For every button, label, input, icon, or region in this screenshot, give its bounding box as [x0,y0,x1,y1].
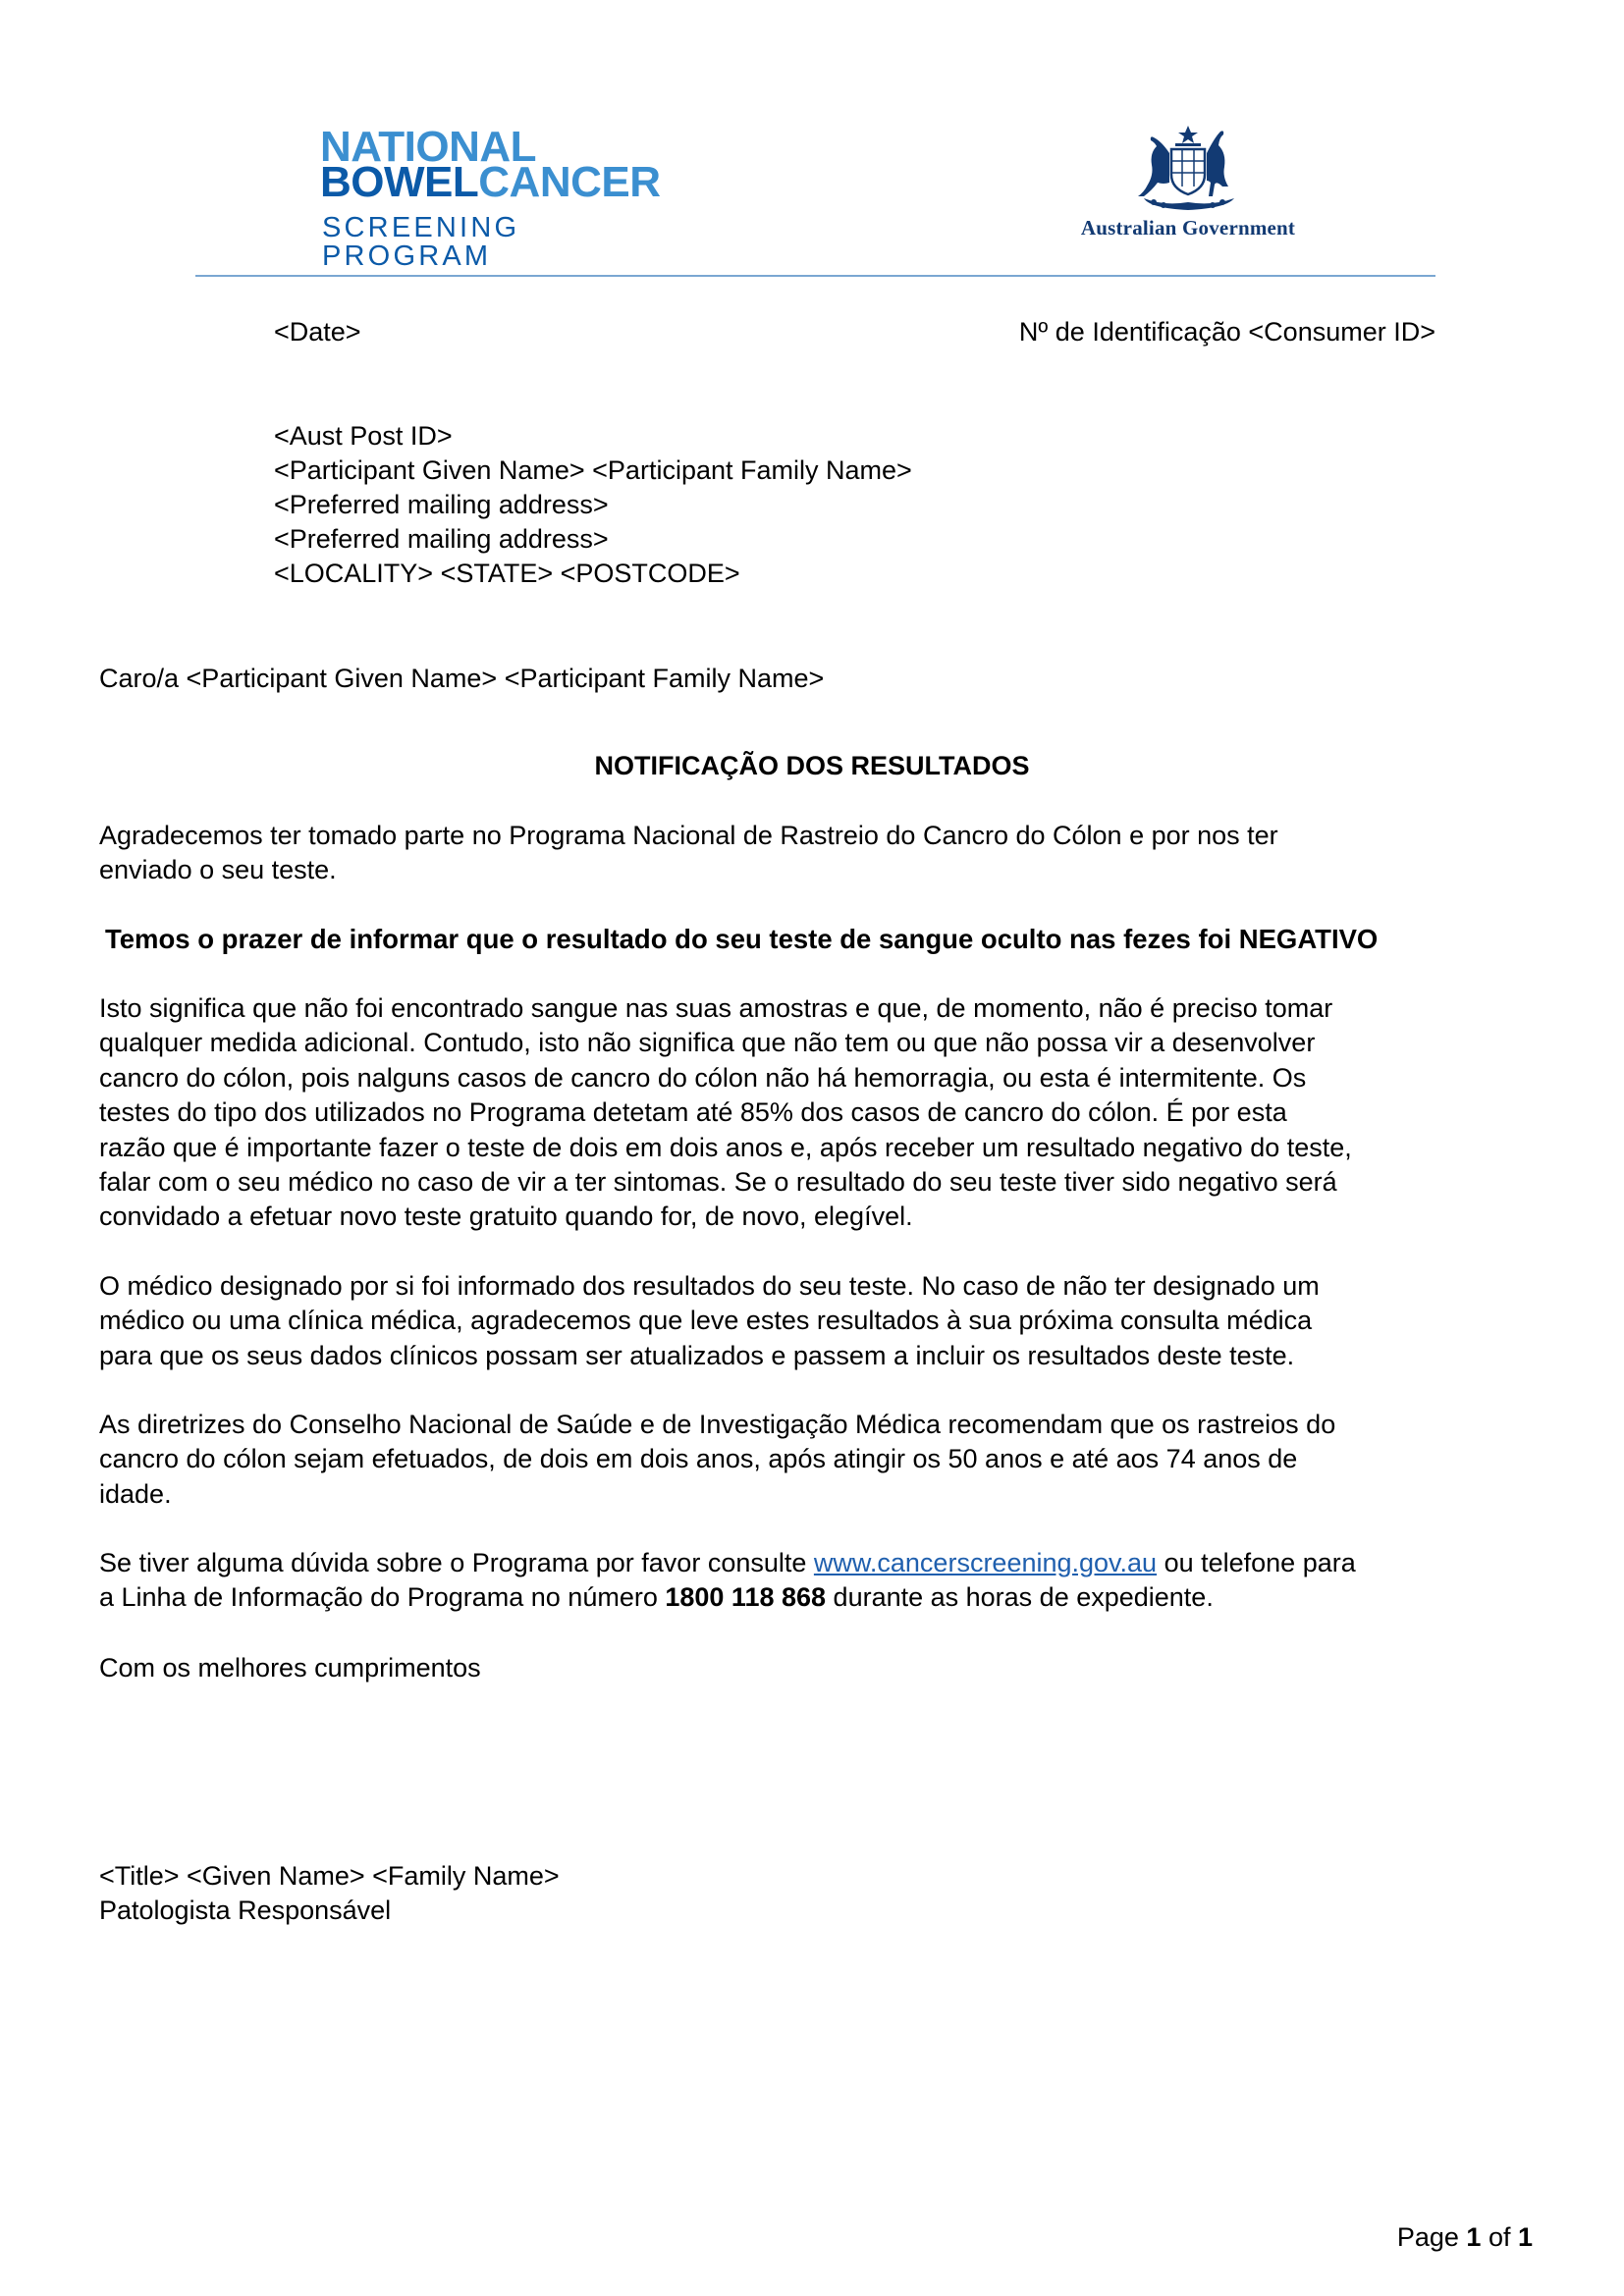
paragraph-line: falar com o seu médico no caso de vir a ter sintomas. Se o resultado do seu teste tiver sido negativo será [99,1167,1337,1198]
closing: Com os melhores cumprimentos [99,1653,481,1682]
address-line: <Preferred mailing address> [274,490,609,519]
page-of: of [1481,2222,1518,2252]
signatory-name: <Title> <Given Name> <Family Name> [99,1861,560,1891]
letter-title: NOTIFICAÇÃO DOS RESULTADOS [594,751,1030,780]
page-current: 1 [1466,2222,1482,2252]
paragraph-line: O médico designado por si foi informado dos resultados do seu teste. No caso de não ter designado um [99,1271,1320,1301]
address-line: <Aust Post ID> [274,421,453,451]
address-line: <Preferred mailing address> [274,524,609,554]
contact-text: ou telefone para [1157,1548,1356,1577]
consumer-id: Nº de Identificação <Consumer ID> [1018,317,1435,347]
national-bowel-cancer-screening-program-logo [320,123,683,272]
contact-text: a Linha de Informação do Programa no número [99,1582,666,1613]
header-divider [195,275,1435,277]
explanation-paragraph [99,991,1543,1235]
contact-text: Se tiver alguma dúvida sobre o Programa por favor consulte [99,1548,814,1577]
salutation: Caro/a <Participant Given Name> <Participant Family Name> [99,664,825,693]
paragraph-line: médico ou uma clínica médica, agradecemos que leve estes resultados à sua próxima consulta médica [99,1306,1313,1336]
paragraph-line: As diretrizes do Conselho Nacional de Saúde e de Investigação Médica recomendam que os rastreios do [99,1410,1336,1439]
result-statement: Temos o prazer de informar que o resultado do seu teste de sangue oculto nas fezes foi NEGATIVO [105,924,1379,954]
address-block [274,419,912,591]
logo-word-cancer: CANCER [478,158,661,206]
paragraph-line: cancro do cólon sejam efetuados, de dois em dois anos, após atingir os 50 anos e até aos 74 anos de [99,1444,1298,1474]
contact-paragraph [99,1546,1543,1616]
paragraph-line: enviado o seu teste. [99,855,337,885]
logo-word-bowel: BOWEL [320,158,479,206]
australian-government-logo [1056,124,1321,249]
page-number [1397,2220,1533,2255]
logo-line-bowel-cancer [320,158,661,206]
address-line: <LOCALITY> <STATE> <POSTCODE> [274,559,740,588]
logo-line-national: NATIONAL [320,123,537,171]
doctor-paragraph [99,1269,1543,1373]
signatory-block [99,1859,560,1928]
paragraph-line: testes do tipo dos utilizados no Programa detetam até 85% dos casos de cancro do cólon. É por esta [99,1097,1287,1128]
paragraph-line: Agradecemos ter tomado parte no Programa Nacional de Rastreio do Cancro do Cólon e por nos ter [99,821,1278,850]
paragraph-line: idade. [99,1478,172,1509]
signatory-role: Patologista Responsável [99,1896,392,1925]
paragraph-line: razão que é importante fazer o teste de dois em dois anos e, após receber um resultado negativo do teste, [99,1132,1352,1162]
page-prefix: Page [1396,2222,1467,2252]
info-line-phone-number: 1800 118 868 [665,1582,827,1613]
address-line: <Participant Given Name> <Participant Family Name> [274,455,912,485]
contact-line-2 [99,1580,1543,1615]
intro-paragraph [99,819,1543,888]
letter-date: <Date> [274,317,361,347]
australian-coat-of-arms-icon [1124,124,1252,214]
paragraph-line: cancro do cólon, pois nalguns casos de cancro do cólon não há hemorragia, ou esta é intermitente. Os [99,1062,1307,1093]
contact-text: durante as horas de expediente. [826,1582,1214,1613]
paragraph-line: para que os seus dados clínicos possam ser atualizados e passem a incluir os resultados deste teste. [99,1340,1295,1370]
cancer-screening-website-link[interactable]: www.cancerscreening.gov.au [813,1548,1158,1577]
paragraph-line: convidado a efetuar novo teste gratuito quando for, de novo, elegível. [99,1201,913,1232]
paragraph-line: Isto significa que não foi encontrado sangue nas suas amostras e que, de momento, não é preciso tomar [99,993,1333,1023]
guidelines-paragraph [99,1408,1543,1512]
government-name: Australian Government [1080,216,1296,240]
contact-line-1 [99,1546,1543,1580]
logo-line-screening-program: SCREENING PROGRAM [322,212,520,272]
paragraph-line: qualquer medida adicional. Contudo, isto não significa que não tem ou que não possa vir a desenvolver [99,1028,1316,1058]
page-total: 1 [1517,2222,1533,2252]
